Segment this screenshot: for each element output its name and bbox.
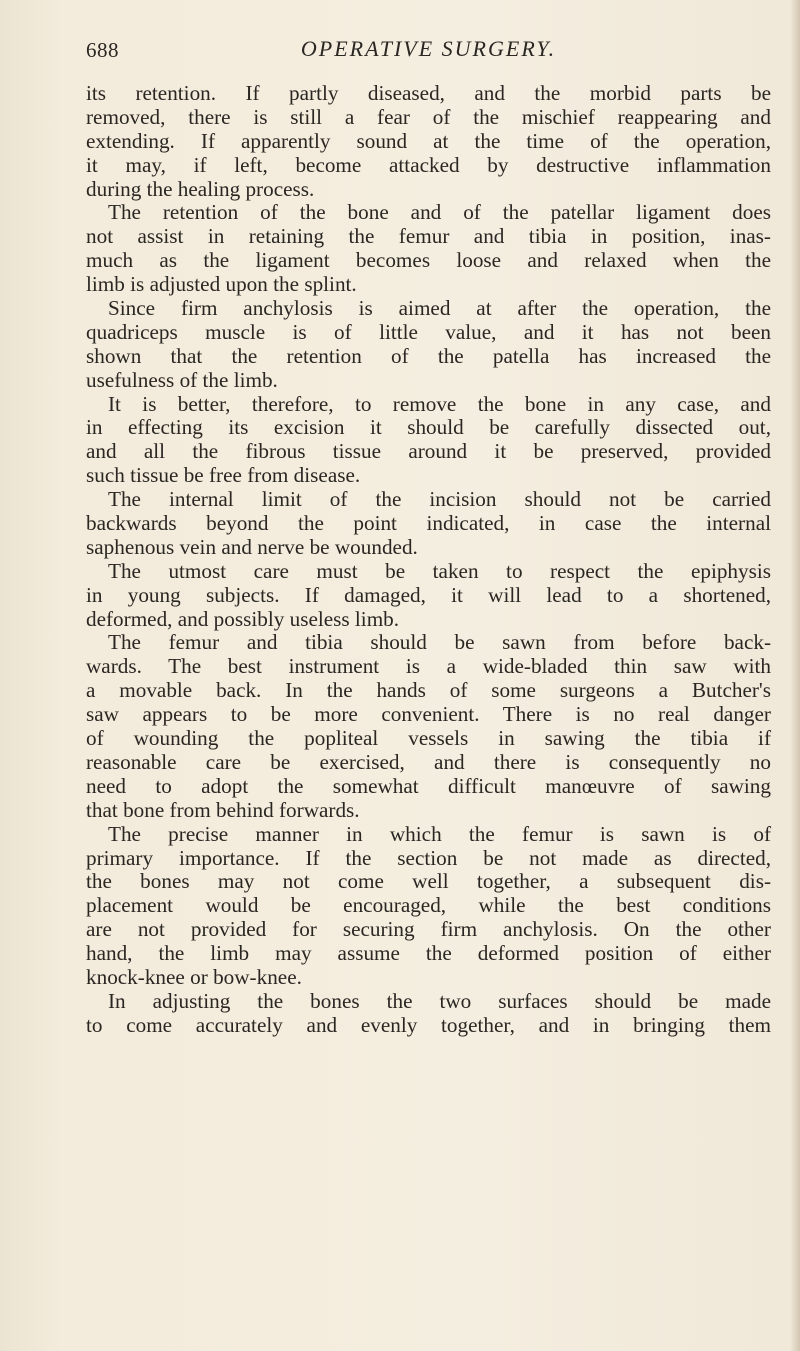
body-text: [86, 82, 771, 1038]
text-line: wards. The best instrument is a wide-bladed thin saw with: [86, 654, 771, 679]
text-line: that bone from behind forwards.: [86, 797, 360, 822]
text-line: such tissue be free from disease.: [86, 463, 361, 488]
text-line: need to adopt the somewhat difficult manœuvre of sawing: [86, 773, 771, 798]
page-number: 688: [86, 38, 119, 62]
text-line: It is better, therefore, to remove the bone in any case, and: [108, 391, 771, 416]
text-line: reasonable care be exercised, and there is consequently no: [86, 749, 771, 774]
text-line: a movable back. In the hands of some surgeons a Butcher's: [86, 678, 771, 703]
text-line: in effecting its excision it should be carefully dissected out,: [86, 415, 771, 440]
text-line: placement would be encouraged, while the best conditions: [86, 893, 771, 918]
text-line: limb is adjusted upon the splint.: [86, 272, 357, 297]
text-line: deformed, and possibly useless limb.: [86, 606, 400, 631]
text-line: much as the ligament becomes loose and relaxed when the: [86, 248, 771, 273]
running-head: [86, 36, 771, 66]
text-line: quadriceps muscle is of little value, and it has not been: [86, 319, 771, 344]
text-line: backwards beyond the point indicated, in case the internal: [86, 511, 771, 536]
text-line: Since firm anchylosis is aimed at after the operation, the: [108, 296, 771, 321]
text-line: and all the fibrous tissue around it be preserved, provided: [86, 439, 771, 464]
text-line: The utmost care must be taken to respect the epiphysis: [108, 558, 771, 583]
running-title: OPERATIVE SURGERY.: [300, 36, 557, 61]
text-line: The femur and tibia should be sawn from before back-: [108, 630, 771, 655]
text-line: in young subjects. If damaged, it will lead to a shortened,: [86, 582, 771, 607]
text-line: the bones may not come well together, a subsequent dis-: [86, 869, 771, 894]
text-line: usefulness of the limb.: [86, 367, 278, 392]
text-line: to come accurately and evenly together, and in bringing them: [86, 1012, 771, 1037]
text-line: saw appears to be more convenient. There is no real danger: [86, 702, 771, 727]
text-line: primary importance. If the section be not made as directed,: [86, 845, 771, 870]
text-line: shown that the retention of the patella has increased the: [86, 343, 771, 368]
text-line: removed, there is still a fear of the mischief reappearing and: [86, 104, 771, 129]
text-line: The precise manner in which the femur is sawn is of: [108, 821, 771, 846]
text-line: In adjusting the bones the two surfaces should be made: [108, 988, 771, 1013]
text-line: it may, if left, become attacked by destructive inflammation: [86, 152, 771, 177]
text-line: hand, the limb may assume the deformed position of either: [86, 941, 771, 966]
text-line: its retention. If partly diseased, and the morbid parts be: [86, 81, 771, 105]
text-line: during the healing process.: [86, 176, 315, 201]
text-line: extending. If apparently sound at the time of the operation,: [86, 128, 771, 153]
text-line: of wounding the popliteal vessels in sawing the tibia if: [86, 726, 771, 751]
text-line: The internal limit of the incision should not be carried: [108, 487, 771, 512]
text-line: saphenous vein and nerve be wounded.: [86, 534, 418, 559]
text-line: are not provided for securing firm anchylosis. On the other: [86, 917, 771, 942]
text-line: The retention of the bone and of the patellar ligament does: [108, 200, 771, 225]
text-line: knock-knee or bow-knee.: [86, 964, 302, 989]
text-line: not assist in retaining the femur and tibia in position, inas-: [86, 224, 771, 249]
page-edge-shadow: [790, 0, 800, 1351]
